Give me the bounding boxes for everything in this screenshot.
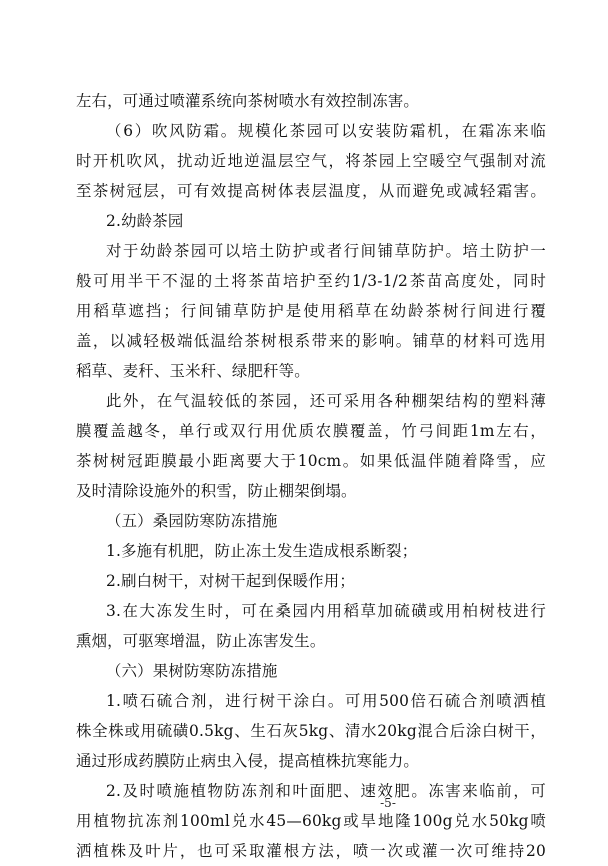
text-line: 用植物抗冻剂100ml兑水45—60kg或旱地隆100g兑水50kg喷 bbox=[76, 812, 546, 830]
text-line: 茶树树冠距膜最小距离要大于10cm。如果低温伴随着降雪，应 bbox=[76, 452, 546, 470]
text-line: 及时清除设施外的积雪，防止棚架倒塌。 bbox=[76, 482, 357, 500]
text-line: 般可用半干不湿的土将茶苗培护至约1/3-1/2茶苗高度处，同时 bbox=[76, 272, 546, 290]
text-line: 通过形成药膜防止病虫入侵，提高植株抗寒能力。 bbox=[76, 752, 419, 770]
text-line: 株全株或用硫磺0.5kg、生石灰5kg、清水20kg混合后涂白树干， bbox=[76, 722, 546, 740]
document-body bbox=[76, 86, 546, 866]
section-heading: （五）桑园防寒防冻措施 bbox=[106, 512, 278, 530]
text-line: 此外，在气温较低的茶园，还可采用各种棚架结构的塑料薄 bbox=[106, 392, 546, 410]
text-line: 盖，以减轻极端低温给茶树根系带来的影响。铺草的材料可选用 bbox=[76, 332, 546, 350]
text-line: 稻草、麦秆、玉米秆、绿肥秆等。 bbox=[76, 362, 310, 380]
list-item: 2.及时喷施植物防冻剂和叶面肥、速效肥。冻害来临前，可 bbox=[106, 782, 546, 800]
list-item: 2.刷白树干，对树干起到保暖作用； bbox=[106, 572, 355, 590]
text-line: 膜覆盖越冬，单行或双行用优质农膜覆盖，竹弓间距1m左右， bbox=[76, 422, 546, 440]
text-line: 用稻草遮挡；行间铺草防护是使用稻草在幼龄茶树行间进行覆 bbox=[76, 302, 546, 320]
text-line: 对于幼龄茶园可以培土防护或者行间铺草防护。培土防护一 bbox=[106, 242, 546, 260]
list-item: 3.在大冻发生时，可在桑园内用稻草加硫磺或用柏树枝进行 bbox=[106, 602, 546, 620]
list-item: 1.多施有机肥，防止冻土发生造成根系断裂； bbox=[106, 542, 418, 560]
list-item: 1.喷石硫合剂，进行树干涂白。可用500倍石硫合剂喷洒植 bbox=[106, 692, 546, 710]
section-heading: 2.幼龄茶园 bbox=[106, 212, 184, 230]
text-line: 洒植株及叶片，也可采取灌根方法，喷一次或灌一次可维持20 bbox=[76, 842, 546, 860]
section-heading: （六）果树防寒防冻措施 bbox=[106, 662, 278, 680]
text-line: 至茶树冠层，可有效提高树体表层温度，从而避免或减轻霜害。 bbox=[76, 182, 546, 200]
text-line: （6）吹风防霜。规模化茶园可以安装防霜机，在霜冻来临 bbox=[106, 122, 546, 140]
page-number: -5- bbox=[380, 796, 396, 810]
text-line: 熏烟，可驱寒增温，防止冻害发生。 bbox=[76, 632, 326, 650]
text-line: 时开机吹风，扰动近地逆温层空气，将茶园上空暖空气强制对流 bbox=[76, 152, 546, 170]
text-line: 左右，可通过喷灌系统向茶树喷水有效控制冻害。 bbox=[76, 92, 419, 110]
